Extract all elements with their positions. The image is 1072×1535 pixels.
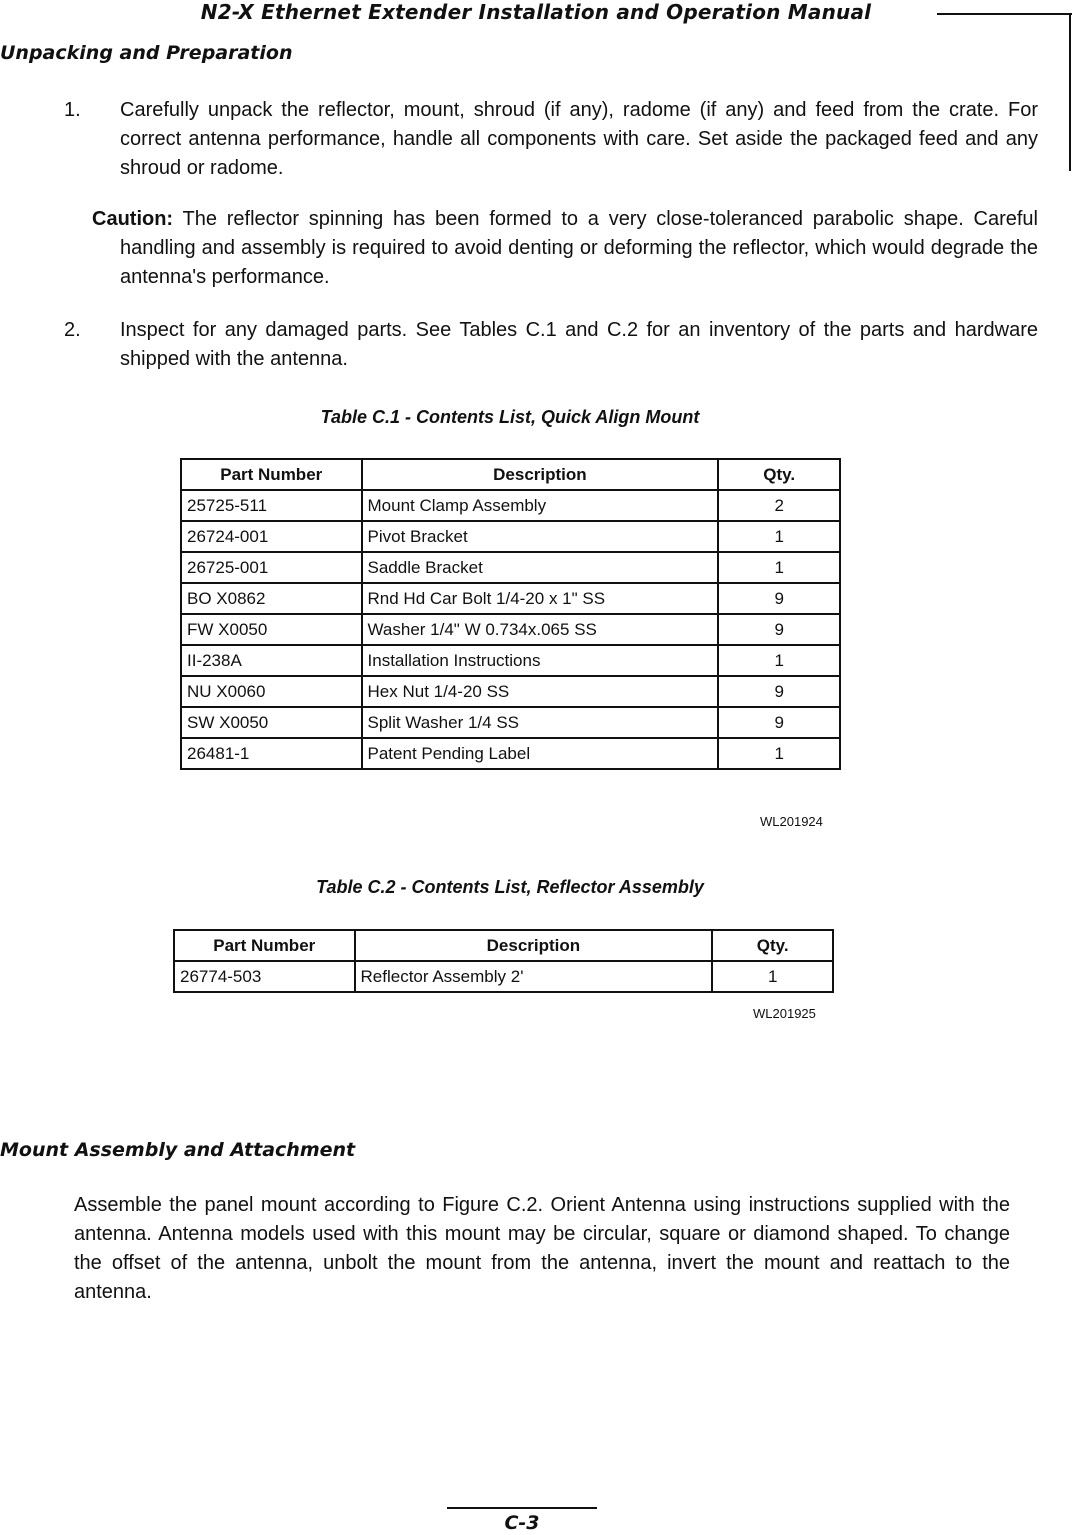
column-header-description: Description — [355, 930, 713, 961]
qty-cell: 1 — [718, 521, 840, 552]
table-row — [181, 552, 840, 583]
section-heading-unpacking: Unpacking and Preparation — [0, 42, 293, 64]
qty-cell: 9 — [718, 583, 840, 614]
part-number-cell: 25725-511 — [181, 490, 362, 521]
step-2-paragraph — [64, 316, 1038, 374]
part-number-cell: 26725-001 — [181, 552, 362, 583]
part-number-cell: 26724-001 — [181, 521, 362, 552]
qty-cell: 1 — [712, 961, 833, 992]
part-number-cell: 26481-1 — [181, 738, 362, 769]
table-row — [181, 583, 840, 614]
table-row — [181, 521, 840, 552]
step-1-number: 1. — [64, 99, 81, 121]
table-row — [174, 961, 833, 992]
qty-cell: 9 — [718, 707, 840, 738]
table-row — [181, 645, 840, 676]
qty-cell: 9 — [718, 676, 840, 707]
part-number-cell: NU X0060 — [181, 676, 362, 707]
qty-cell: 1 — [718, 645, 840, 676]
column-header-description: Description — [362, 459, 719, 490]
description-cell: Hex Nut 1/4-20 SS — [362, 676, 719, 707]
footer-rule — [447, 1507, 597, 1509]
section-heading-mount: Mount Assembly and Attachment — [0, 1139, 356, 1161]
step-1-text: Carefully unpack the reflector, mount, shroud (if any), radome (if any) and feed from the crate. For correct antenna performance, handle all components with care. Set aside the packaged feed and any shroud or radome. — [120, 99, 1038, 179]
column-header-qty: Qty. — [718, 459, 840, 490]
part-number-cell: 26774-503 — [174, 961, 355, 992]
qty-cell: 2 — [718, 490, 840, 521]
step-1-paragraph — [64, 96, 1038, 183]
caution-paragraph — [92, 205, 1038, 292]
column-header-part-number: Part Number — [174, 930, 355, 961]
table-c2 — [173, 929, 834, 993]
description-cell: Patent Pending Label — [362, 738, 719, 769]
column-header-part-number: Part Number — [181, 459, 362, 490]
table-header-row — [174, 930, 833, 961]
step-2-text: Inspect for any damaged parts. See Tables C.1 and C.2 for an inventory of the parts and hardware shipped with the antenna. — [120, 319, 1038, 370]
mount-paragraph: Assemble the panel mount according to Figure C.2. Orient Antenna using instructions supplied with the antenna. Antenna models used with this mount may be circular, square or diamond shaped. To change the offset of the antenna, unbolt the mount from the antenna, invert the mount and reattach to the antenna. — [74, 1194, 1010, 1303]
header-rule-vertical — [1069, 13, 1071, 171]
page-number: C-3 — [504, 1512, 540, 1534]
qty-cell: 1 — [718, 552, 840, 583]
part-number-cell: SW X0050 — [181, 707, 362, 738]
table-row — [181, 738, 840, 769]
table-c1 — [180, 458, 841, 770]
step-2-number: 2. — [64, 319, 81, 341]
description-cell: Mount Clamp Assembly — [362, 490, 719, 521]
description-cell: Rnd Hd Car Bolt 1/4-20 x 1" SS — [362, 583, 719, 614]
qty-cell: 1 — [718, 738, 840, 769]
description-cell: Reflector Assembly 2' — [355, 961, 713, 992]
table-c2-code: WL201925 — [753, 1006, 816, 1021]
qty-cell: 9 — [718, 614, 840, 645]
table-row — [181, 707, 840, 738]
table-row — [181, 490, 840, 521]
description-cell: Installation Instructions — [362, 645, 719, 676]
table-row — [181, 614, 840, 645]
table-c1-caption: Table C.1 - Contents List, Quick Align Mount — [320, 407, 700, 427]
table-header-row — [181, 459, 840, 490]
description-cell: Split Washer 1/4 SS — [362, 707, 719, 738]
description-cell: Saddle Bracket — [362, 552, 719, 583]
part-number-cell: FW X0050 — [181, 614, 362, 645]
part-number-cell: II-238A — [181, 645, 362, 676]
column-header-qty: Qty. — [712, 930, 833, 961]
table-c2-caption: Table C.2 - Contents List, Reflector Assembly — [316, 877, 704, 897]
table-row — [181, 676, 840, 707]
description-cell: Washer 1/4" W 0.734x.065 SS — [362, 614, 719, 645]
caution-text: The reflector spinning has been formed to a very close-toleranced parabolic shape. Careful handling and assembly is required to avoid denting or deforming the reflector, which would degrade the antenna's performance. — [120, 208, 1038, 288]
table-c1-code: WL201924 — [760, 814, 823, 829]
part-number-cell: BO X0862 — [181, 583, 362, 614]
caution-label: Caution: — [92, 208, 174, 230]
header-rule-horizontal — [937, 13, 1072, 15]
description-cell: Pivot Bracket — [362, 521, 719, 552]
manual-title: N2-X Ethernet Extender Installation and Operation Manual — [200, 0, 872, 24]
